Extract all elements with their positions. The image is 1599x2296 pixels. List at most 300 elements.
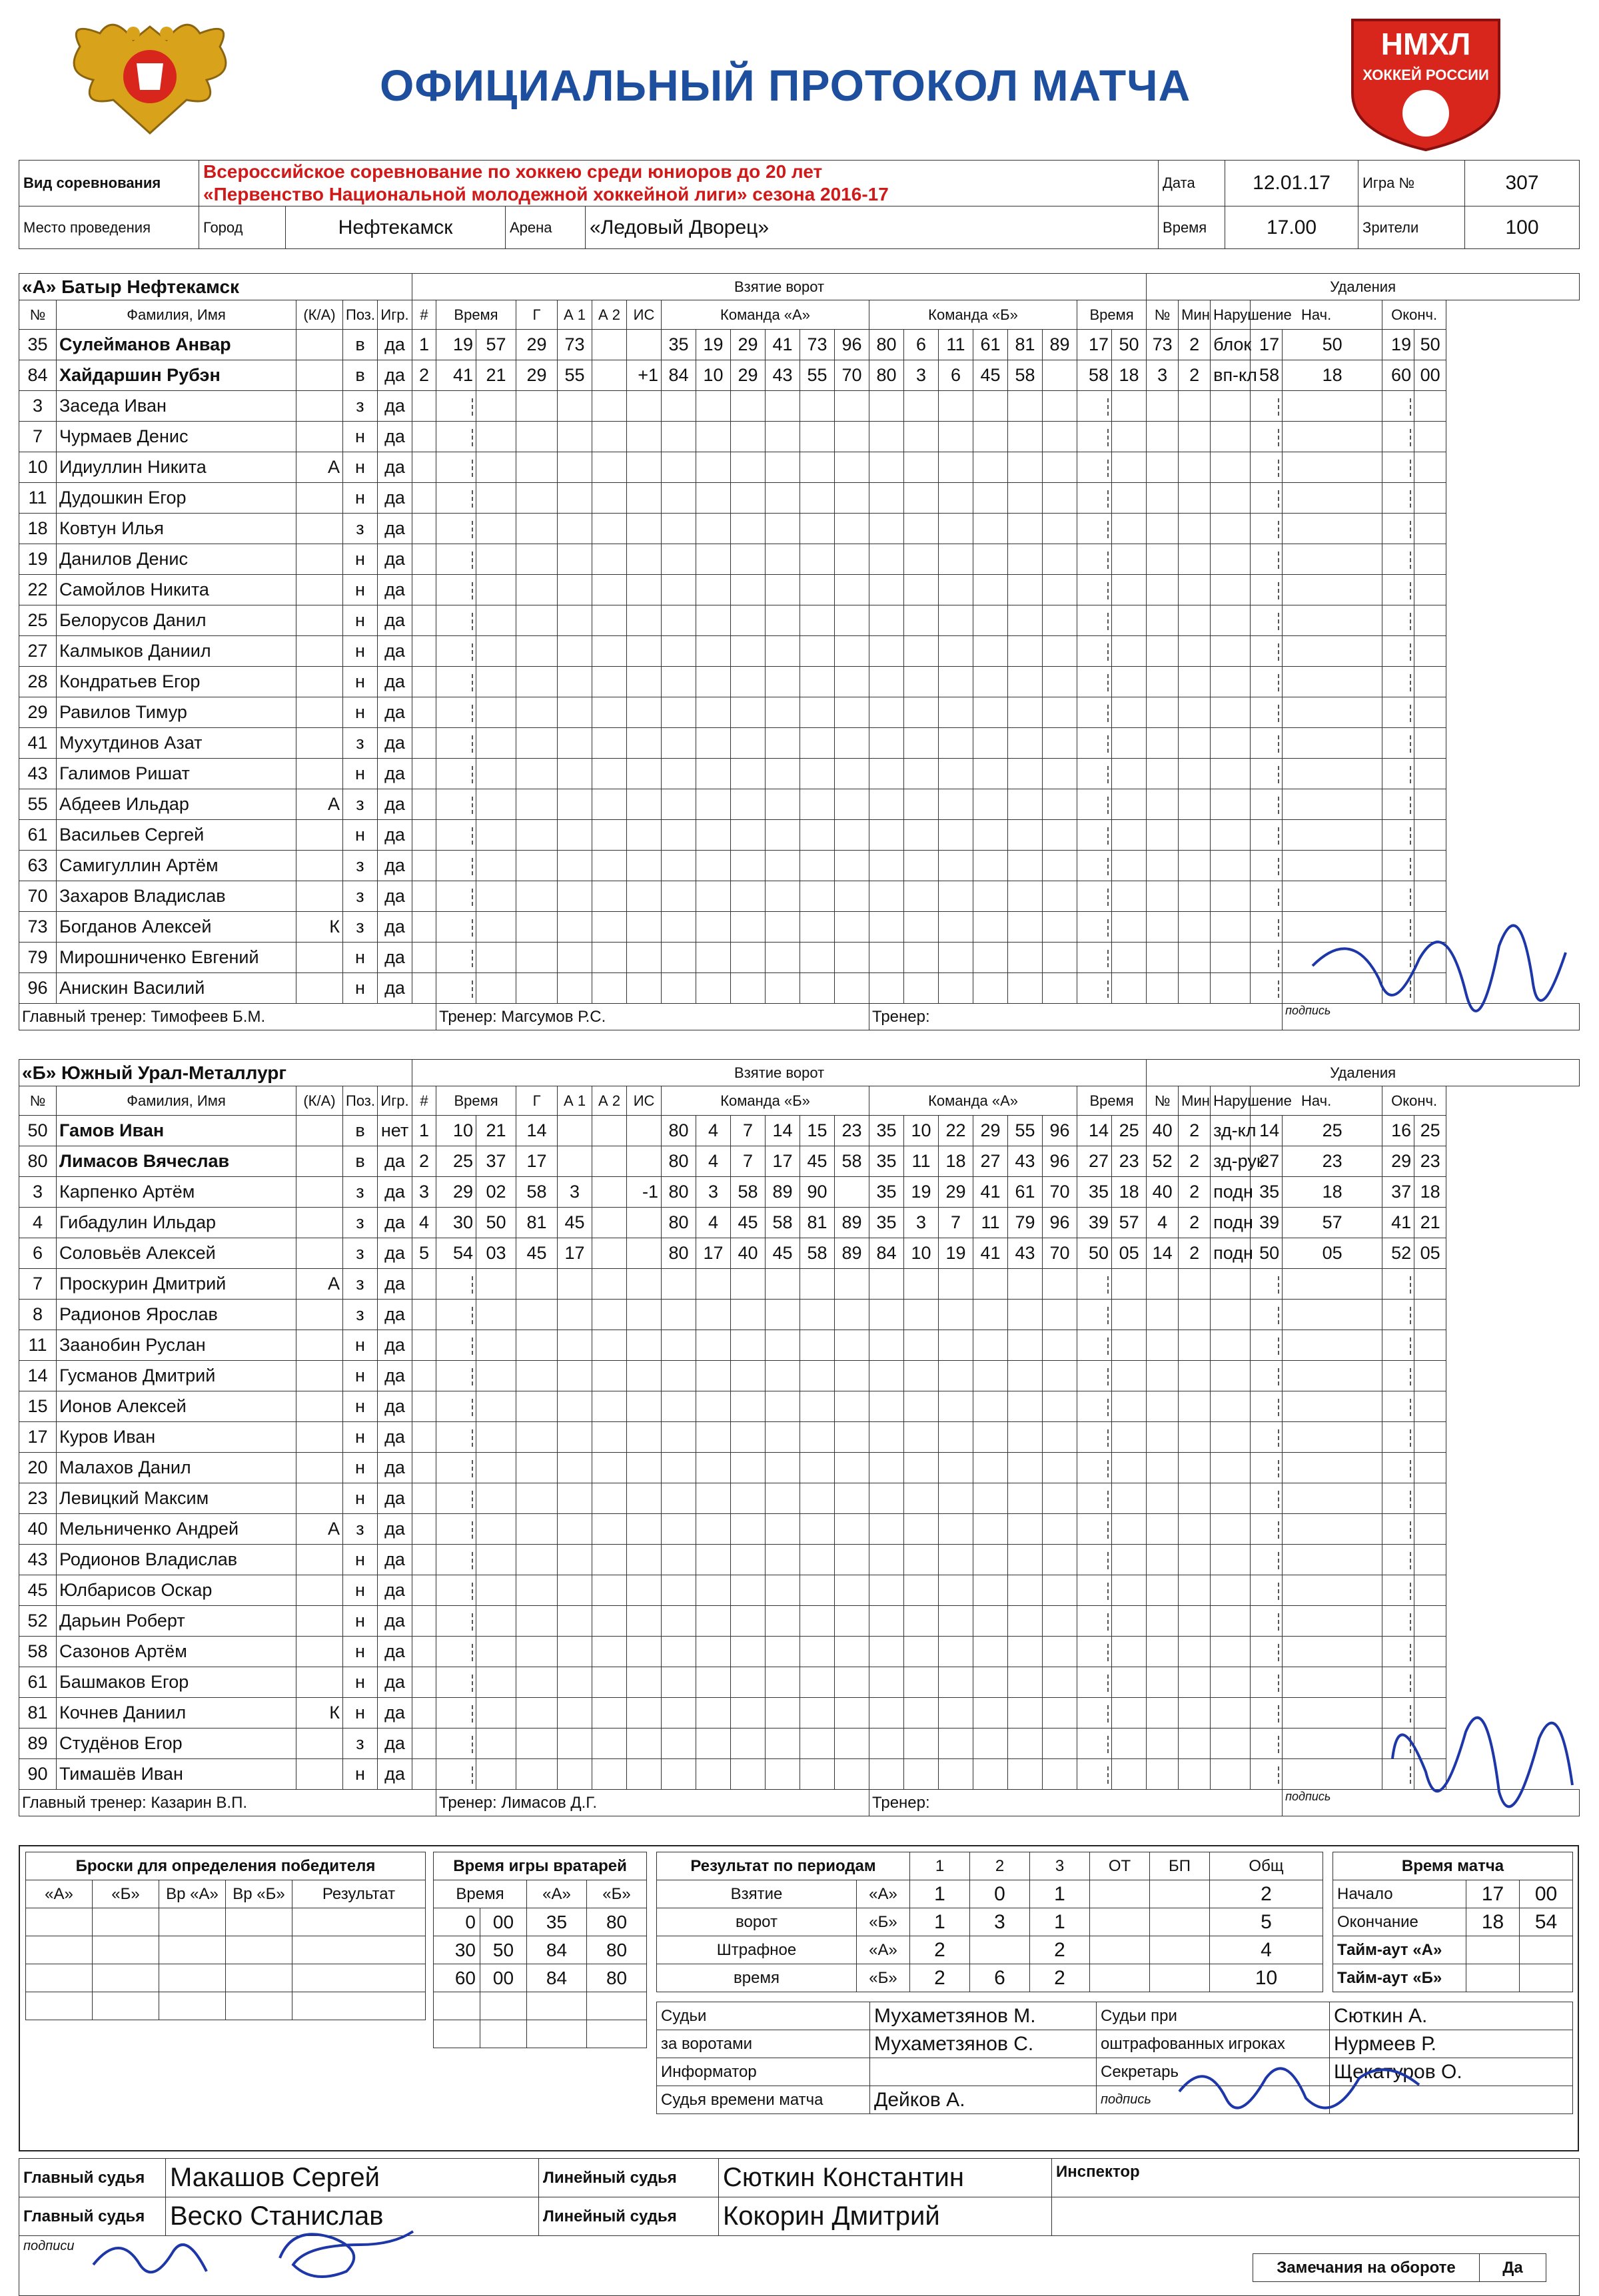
time-separator [1107,735,1109,753]
goal-assist2 [592,1208,627,1238]
player-name: Дудошкин Егор [57,483,296,514]
time-separator [1410,1338,1411,1355]
player-played: да [378,912,412,943]
goal-cell [1008,1637,1043,1667]
pen-cell [1414,452,1446,483]
shootout-title: Броски для определения победителя [26,1852,426,1880]
player-number: 11 [19,1330,57,1361]
time-separator [472,1491,473,1508]
player-number: 55 [19,789,57,820]
goal-cell [939,1575,973,1606]
goal-on-ice-own: 17 [766,1146,800,1177]
goal-cell [516,667,558,697]
player-ka [296,667,343,697]
goal-cell [662,789,696,820]
goal-cell [592,1514,627,1545]
team-a-col-hash: # [412,300,436,330]
goal-cell [592,1300,627,1330]
pen-cell [1112,973,1147,1004]
goal-cell [766,514,800,544]
goal-cell [766,912,800,943]
goal-cell [592,1361,627,1391]
line-ref-1: Сюткин Константин [719,2159,1052,2197]
goal-cell [662,1453,696,1483]
player-name: Гамов Иван [57,1116,296,1146]
player-number: 28 [19,667,57,697]
goal-cell [731,1483,766,1514]
goal-cell [558,667,592,697]
goal-cell [766,1575,800,1606]
pen-cell [1112,1759,1147,1790]
pen-start-min [1251,1637,1283,1667]
goal-cell [800,759,835,789]
player-played: да [378,1575,412,1606]
coach-label: Тренер: [439,1007,497,1026]
goal-minute [436,1422,476,1453]
goal-cell [516,636,558,667]
pen-cell [1147,1606,1179,1637]
player-name: Чурмаев Денис [57,422,296,452]
goal-cell [662,943,696,973]
goalies-title: Время игры вратарей [434,1852,647,1880]
pen-cell [1211,1728,1251,1759]
player-position: н [343,544,378,575]
goal-on-ice-own: 43 [766,360,800,391]
pen-minute [1077,1667,1112,1698]
pen-cell [1211,1514,1251,1545]
goal-cell [731,973,766,1004]
pen-minutes: 2 [1179,1238,1211,1269]
player-played: да [378,330,412,360]
goal-cell [1008,697,1043,728]
pen-start-min [1251,605,1283,636]
player-row [19,667,1580,697]
goal-number [412,1667,436,1698]
goal-cell [904,1361,939,1391]
pen-cell [1211,943,1251,973]
goal-assist1: 3 [558,1177,592,1208]
goal-cell [939,728,973,759]
player-number: 73 [19,912,57,943]
goal-cell [766,1483,800,1514]
goal-cell [869,789,904,820]
player-ka: А [296,1269,343,1300]
goal-on-ice-own: 58 [800,1238,835,1269]
head-coach-label: Главный тренер: [22,1007,147,1026]
time-separator [472,705,473,722]
player-number: 80 [19,1146,57,1177]
pen-cell [1112,1361,1147,1391]
player-name: Левицкий Максим [57,1483,296,1514]
goal-cell [696,881,731,912]
pen-cell [1179,1575,1211,1606]
player-position: н [343,636,378,667]
player-ka [296,728,343,759]
goal-on-ice-opp: 81 [1008,330,1043,360]
goal-cell [869,483,904,514]
period-value: 4 [1210,1936,1323,1964]
goal-on-ice-own: 80 [662,1238,696,1269]
goal-cell [731,575,766,605]
player-row [19,789,1580,820]
period-row-label: Штрафное [657,1936,857,1964]
pen-cell [1211,759,1251,789]
player-position: н [343,820,378,851]
pen-minute [1077,1728,1112,1759]
pen-cell [1112,667,1147,697]
time-separator [472,1675,473,1692]
time-separator [472,919,473,937]
secretary-name: Щекатуров О. [1330,2058,1573,2086]
goal-cell [592,728,627,759]
pen-cell [1179,851,1211,881]
team-a-col-a1: А 1 [558,300,592,330]
goalie-row-empty [434,1992,647,2020]
main-ref-label-1: Главный судья [19,2159,166,2197]
time-separator [1278,582,1279,599]
goal-cell [939,544,973,575]
time-separator [472,1338,473,1355]
time-separator [1107,1491,1109,1508]
pen-cell [1179,1545,1211,1575]
pen-cell [1283,1575,1382,1606]
pen-cell [1147,1422,1179,1453]
pen-start-min [1251,1728,1283,1759]
pen-cell [1147,636,1179,667]
goal-number [412,943,436,973]
pen-minute [1077,1361,1112,1391]
time-separator [1410,827,1411,845]
goal-on-ice-own: 14 [766,1116,800,1146]
goal-number: 1 [412,1116,436,1146]
pen-start-min [1251,1361,1283,1391]
time-separator [472,1705,473,1722]
goal-scorer: 29 [516,330,558,360]
goal-on-ice-opp: 61 [973,330,1008,360]
pen-cell [1179,1759,1211,1790]
goal-cell [516,912,558,943]
goal-cell [835,943,869,973]
pen-cell [1112,1728,1147,1759]
header-table [19,160,1580,249]
pen-end-min [1382,851,1414,881]
goal-cell [1043,1606,1077,1637]
goalie-row [434,1936,647,1964]
goal-cell [835,1575,869,1606]
goalie-cell [527,2020,587,2048]
pen-cell [1147,1575,1179,1606]
player-ka [296,1300,343,1330]
goal-cell [516,973,558,1004]
goal-cell [731,514,766,544]
player-position: н [343,1483,378,1514]
period-value: 2 [1210,1880,1323,1908]
goal-cell [800,820,835,851]
goal-cell [1043,820,1077,851]
pen-cell [1414,1637,1446,1667]
player-ka [296,820,343,851]
remarks-table [1253,2253,1546,2282]
time-separator [1410,460,1411,477]
player-name: Белорусов Данил [57,605,296,636]
goal-cell [731,851,766,881]
goal-cell [939,1698,973,1728]
goal-cell [800,697,835,728]
goal-cell [592,636,627,667]
goal-cell [696,1667,731,1698]
goal-cell [592,1728,627,1759]
pen-second: 23 [1112,1146,1147,1177]
goal-number [412,544,436,575]
pen-end-min [1382,636,1414,667]
goal-minute [436,605,476,636]
goal-cell [516,452,558,483]
player-row [19,575,1580,605]
goal-number [412,1361,436,1391]
goal-cell [766,1361,800,1391]
goal-cell [558,728,592,759]
period-value: 1 [910,1880,970,1908]
pen-cell [1179,789,1211,820]
player-number: 10 [19,452,57,483]
goalies-b: «Б» [587,1880,647,1908]
goal-cell [558,514,592,544]
pen-cell [1112,1575,1147,1606]
pen-end-min [1382,1330,1414,1361]
goal-cell [516,575,558,605]
goal-cell [800,1575,835,1606]
player-row [19,1667,1580,1698]
goal-cell [696,1361,731,1391]
goal-cell [939,912,973,943]
player-name: Васильев Сергей [57,820,296,851]
goal-cell [835,759,869,789]
pen-violation: зд-кл [1211,1116,1251,1146]
pen-end-min [1382,728,1414,759]
goal-cell [1043,973,1077,1004]
player-position: н [343,1453,378,1483]
pen-cell [1179,1300,1211,1330]
goal-number: 1 [412,330,436,360]
pen-start-min [1251,1514,1283,1545]
pen-cell [1179,605,1211,636]
goal-cell [869,1483,904,1514]
period-value: 1 [1030,1908,1090,1936]
player-position: н [343,1698,378,1728]
pen-second: 18 [1112,1177,1147,1208]
goal-cell [835,912,869,943]
goal-minute: 29 [436,1177,476,1208]
goal-minute [436,759,476,789]
player-position: н [343,943,378,973]
end-label: Окончание [1333,1908,1466,1936]
pen-cell [1112,1698,1147,1728]
goal-cell [904,1422,939,1453]
pen-cell [1283,1667,1382,1698]
goal-cell [558,483,592,514]
goal-on-ice-opp: 10 [904,1116,939,1146]
goal-cell [766,1300,800,1330]
goal-cell [766,697,800,728]
time-separator [1107,1613,1109,1631]
goal-on-ice-own: 19 [696,330,731,360]
player-name: Идиуллин Никита [57,452,296,483]
goalies-table [433,1852,647,2048]
time-separator [1410,582,1411,599]
goal-on-ice-own: 23 [835,1116,869,1146]
goal-cell [662,912,696,943]
time-separator [1278,1399,1279,1416]
goal-cell [696,1759,731,1790]
goal-cell [476,1606,516,1637]
goal-on-ice-opp: 29 [939,1177,973,1208]
goal-cell [1008,789,1043,820]
player-position: з [343,391,378,422]
goal-cell [1043,1698,1077,1728]
goal-cell [662,452,696,483]
pen-cell [1211,452,1251,483]
goal-cell [1043,1545,1077,1575]
goal-cell [766,1698,800,1728]
pen-cell [1112,391,1147,422]
goal-scorer: 14 [516,1116,558,1146]
goal-cell [973,667,1008,697]
pen-end-min: 16 [1382,1116,1414,1146]
goal-number [412,1728,436,1759]
pen-cell [1147,1637,1179,1667]
goal-cell [800,1698,835,1728]
pen-cell [1414,1269,1446,1300]
pen-cell [1414,789,1446,820]
pen-minutes: 2 [1179,1116,1211,1146]
pen-start-sec: 23 [1283,1146,1382,1177]
player-row [19,1759,1580,1790]
player-row [19,422,1580,452]
goal-cell [696,1637,731,1667]
goal-cell [869,728,904,759]
pen-judges-label-2: оштрафованных игроках [1097,2030,1330,2058]
player-number: 89 [19,1728,57,1759]
player-name: Родионов Владислав [57,1545,296,1575]
goal-number [412,1606,436,1637]
player-position: н [343,1606,378,1637]
goalie-cell [527,1992,587,2020]
periods-table [656,1852,1323,1992]
goal-cell [904,1637,939,1667]
pen-start-min [1251,1606,1283,1637]
goal-cell [766,759,800,789]
pen-minute [1077,636,1112,667]
goal-cell [939,1637,973,1667]
team-a-col-g: Г [516,300,558,330]
pen-minute [1077,1698,1112,1728]
goal-cell [1043,1759,1077,1790]
goal-cell [516,759,558,789]
goal-on-ice-own [835,1177,869,1208]
team-b-col-is: ИС [627,1086,662,1116]
goal-cell [558,820,592,851]
goal-second: 37 [476,1146,516,1177]
player-position: н [343,1667,378,1698]
pen-cell [1179,1698,1211,1728]
goal-cell [1008,391,1043,422]
goal-cell [476,1514,516,1545]
pen-start-min [1251,483,1283,514]
goal-on-ice-opp: 84 [869,1238,904,1269]
goal-on-ice-opp: 41 [973,1238,1008,1269]
player-number: 61 [19,820,57,851]
goal-on-ice-own: 73 [800,330,835,360]
player-number: 35 [19,330,57,360]
pen-minute [1077,881,1112,912]
player-ka [296,422,343,452]
time-separator [1107,429,1109,446]
goal-minute [436,1759,476,1790]
goal-cell [516,1575,558,1606]
player-number: 58 [19,1637,57,1667]
goal-cell [516,1728,558,1759]
time-separator [1107,1552,1109,1569]
pen-cell [1112,452,1147,483]
goal-cell [904,759,939,789]
pen-cell [1283,1637,1382,1667]
time-separator [1410,674,1411,691]
pen-minutes: 2 [1179,1208,1211,1238]
goal-cell [516,1483,558,1514]
goal-cell [592,483,627,514]
goal-cell [1043,912,1077,943]
goal-cell [696,1514,731,1545]
pen-second: 18 [1112,360,1147,391]
time-separator [472,766,473,783]
player-number: 8 [19,1300,57,1330]
goal-cell [939,1300,973,1330]
goal-cell [800,1637,835,1667]
goal-on-ice-opp: 6 [939,360,973,391]
pen-cell [1179,943,1211,973]
goal-cell [731,1330,766,1361]
pen-cell [1414,1575,1446,1606]
goal-cell [973,1391,1008,1422]
goal-cell [731,1300,766,1330]
pen-minute: 17 [1077,330,1112,360]
inspector-label: Инспектор [1052,2159,1580,2197]
goal-cell [973,697,1008,728]
goal-cell [558,697,592,728]
goal-cell [1008,605,1043,636]
goal-cell [835,851,869,881]
goal-cell [731,1575,766,1606]
pen-end-min [1382,1606,1414,1637]
goal-cell [516,1330,558,1361]
goal-number: 2 [412,360,436,391]
goal-minute [436,1637,476,1667]
goal-on-ice-own: 80 [662,1146,696,1177]
pen-cell [1283,1759,1382,1790]
time-separator [1278,1583,1279,1600]
time-separator [472,1399,473,1416]
player-number: 96 [19,973,57,1004]
goalie-minute: 60 [434,1964,480,1992]
goal-cell [904,667,939,697]
team-a-col-igr: Игр. [378,300,412,330]
pen-minute [1077,1422,1112,1453]
goal-cell [696,728,731,759]
pen-minute [1077,391,1112,422]
goal-cell [869,881,904,912]
goal-cell [1008,636,1043,667]
player-ka [296,636,343,667]
